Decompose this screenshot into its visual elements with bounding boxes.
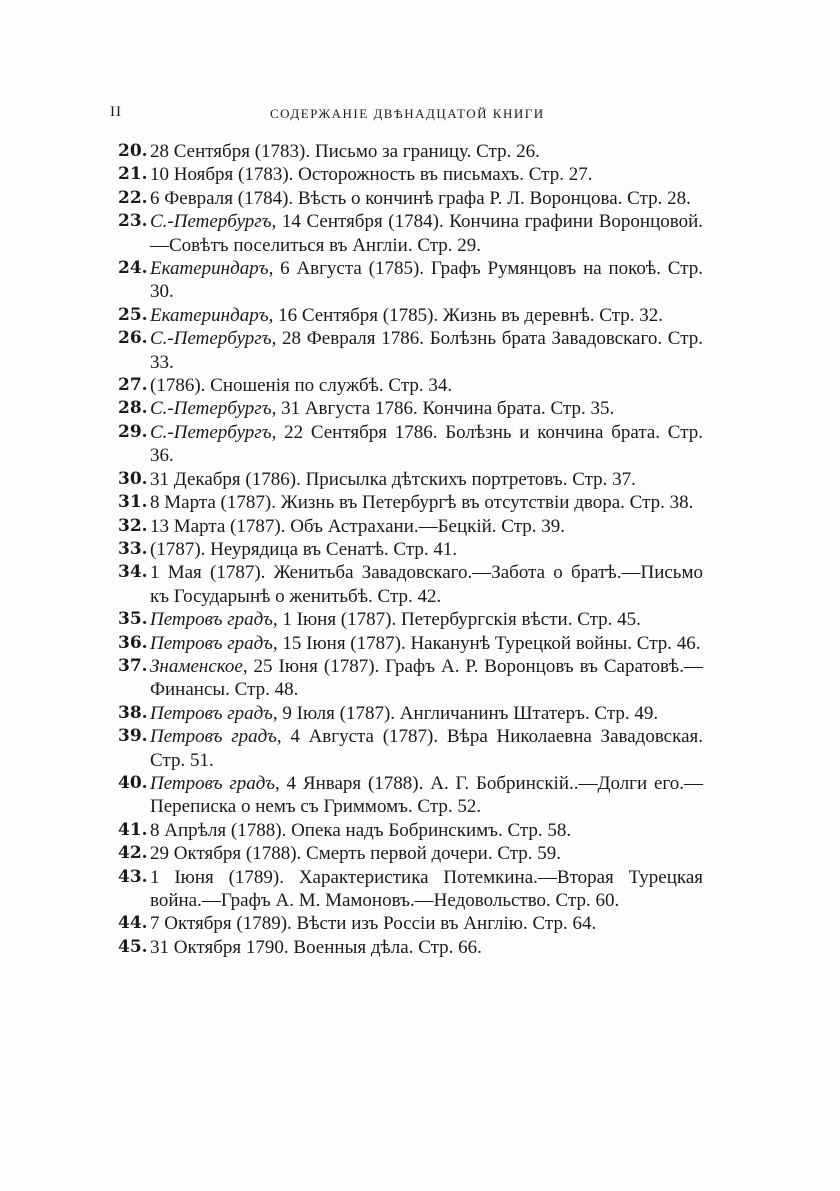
entry-place: Петровъ градъ xyxy=(150,609,273,631)
entry-number: 27. xyxy=(118,375,148,396)
entry-place: Петровъ градъ xyxy=(150,772,275,794)
entry-place: Екатериндаръ xyxy=(150,258,269,280)
toc-entry xyxy=(118,397,703,420)
toc-entry xyxy=(118,538,703,561)
entry-description: , 6 Августа (1785). Графъ Румянцовъ на покоѣ. Стр. 30. xyxy=(150,258,703,303)
entry-description: 1 Іюня (1789). Характеристика Потемкина.—Вторая Турецкая война.—Графъ А. М. Мамоновъ.—Недовольство. Стр. 60. xyxy=(150,866,703,911)
entry-number: 38. xyxy=(118,702,148,723)
entry-description: , 14 Сентября (1784). Кончина графини Воронцовой.—Совѣтъ поселиться въ Англіи. Стр. 29. xyxy=(150,211,703,256)
entry-description: (1787). Неурядица въ Сенатѣ. Стр. 41. xyxy=(150,538,458,560)
entry-number: 22. xyxy=(118,187,148,208)
entry-number: 24. xyxy=(118,258,148,279)
toc-entry xyxy=(118,374,703,397)
entry-number: 30. xyxy=(118,468,148,489)
entry-place: С.-Петербургъ xyxy=(150,211,272,233)
toc-entry xyxy=(118,468,703,491)
entry-description: 10 Ноября (1783). Осторожность въ письмахъ. Стр. 27. xyxy=(150,164,593,186)
entry-place: Петровъ градъ xyxy=(150,632,273,654)
toc-entry xyxy=(118,819,703,842)
toc-entry xyxy=(118,257,703,304)
toc-entry xyxy=(118,163,703,186)
toc-entry xyxy=(118,515,703,538)
entry-number: 31. xyxy=(118,492,148,513)
entry-number: 39. xyxy=(118,726,148,747)
toc-entry xyxy=(118,772,703,819)
entry-number: 25. xyxy=(118,304,148,325)
entry-number: 20. xyxy=(118,141,148,161)
entry-description: , 28 Февраля 1786. Болѣзнь брата Завадовскаго. Стр. 33. xyxy=(150,328,703,373)
entry-description: 1 Мая (1787). Женитьба Завадовскаго.—Забота о братѣ.—Письмо къ Государынѣ о женитьбѣ. Стр. 42. xyxy=(150,562,703,607)
entry-description: , 22 Сентября 1786. Болѣзнь и кончина брата. Стр. 36. xyxy=(150,421,703,467)
toc-entry xyxy=(118,304,703,327)
entry-number: 26. xyxy=(118,328,148,349)
toc-entry xyxy=(118,608,703,631)
entry-number: 42. xyxy=(118,843,148,864)
table-of-contents xyxy=(118,140,703,959)
entry-description: 6 Февраля (1784). Вѣсть о кончинѣ графа Р. Л. Воронцова. Стр. 28. xyxy=(150,187,691,209)
entry-number: 32. xyxy=(118,515,148,536)
entry-description: , 15 Іюня (1787). Наканунѣ Турецкой войны. Стр. 46. xyxy=(272,632,701,654)
page-header xyxy=(110,104,710,128)
running-title: СОДЕРЖАНІЕ ДВѢНАДЦАТОЙ КНИГИ xyxy=(270,106,545,121)
entry-description: 8 Марта (1787). Жизнь въ Петербургѣ въ отсутствіи двора. Стр. 38. xyxy=(150,492,694,514)
toc-entry xyxy=(118,725,703,772)
entry-description: 7 Октября (1789). Вѣсти изъ Россіи въ Англію. Стр. 64. xyxy=(150,913,597,935)
toc-entry xyxy=(118,210,703,257)
toc-entry xyxy=(118,327,703,374)
entry-number: 37. xyxy=(118,655,148,676)
entry-place: Знаменское xyxy=(150,655,243,677)
entry-description: , 31 Августа 1786. Кончина брата. Стр. 35. xyxy=(271,398,615,420)
entry-number: 41. xyxy=(118,819,148,840)
entry-description: , 4 Августа (1787). Вѣра Николаевна Завадовская. Стр. 51. xyxy=(150,726,703,771)
entry-description: , 4 Января (1788). А. Г. Бобринскій..—Долги его.—Переписка о немъ съ Гриммомъ. Стр. 52. xyxy=(150,772,703,818)
entry-number: 23. xyxy=(118,211,148,232)
entry-place: С.-Петербургъ xyxy=(150,328,272,350)
toc-entry xyxy=(118,936,703,959)
entry-place: Петровъ градъ xyxy=(150,702,273,724)
toc-entry xyxy=(118,912,703,935)
entry-description: , 9 Іюля (1787). Англичанинъ Штатеръ. Стр. 49. xyxy=(272,702,659,724)
entry-number: 45. xyxy=(118,936,148,957)
entry-description: 28 Сентября (1783). Письмо за границу. Стр. 26. xyxy=(150,141,540,162)
entry-number: 35. xyxy=(118,609,148,630)
entry-number: 21. xyxy=(118,164,148,185)
entry-number: 33. xyxy=(118,538,148,559)
entry-place: Екатериндаръ xyxy=(150,304,269,326)
toc-entry xyxy=(118,491,703,514)
toc-entry xyxy=(118,655,703,702)
toc-entry xyxy=(118,140,703,163)
entry-number: 29. xyxy=(118,421,148,442)
entry-description: , 25 Іюня (1787). Графъ А. Р. Воронцовъ въ Саратовѣ.—Финансы. Стр. 48. xyxy=(150,655,703,701)
entry-description: 13 Марта (1787). Объ Астрахани.—Бецкій. Стр. 39. xyxy=(150,515,566,537)
entry-description: 8 Апрѣля (1788). Опека надъ Бобринскимъ. Стр. 58. xyxy=(150,819,572,841)
entry-description: (1786). Сношенія по службѣ. Стр. 34. xyxy=(150,375,453,397)
entry-number: 44. xyxy=(118,913,148,934)
entry-description: , 1 Іюня (1787). Петербургскія вѣсти. Стр. 45. xyxy=(272,609,641,631)
toc-entry xyxy=(118,187,703,210)
entry-description: , 16 Сентября (1785). Жизнь въ деревнѣ. Стр. 32. xyxy=(268,304,663,326)
entry-number: 34. xyxy=(118,562,148,583)
entry-place: С.-Петербургъ xyxy=(150,421,272,443)
entry-description: 31 Октября 1790. Военныя дѣла. Стр. 66. xyxy=(150,936,482,958)
entry-number: 40. xyxy=(118,772,148,793)
toc-entry xyxy=(118,842,703,865)
entry-number: 43. xyxy=(118,866,148,887)
toc-entry xyxy=(118,866,703,913)
page-number: II xyxy=(110,104,122,120)
toc-entry xyxy=(118,561,703,608)
entry-description: 29 Октября (1788). Смерть первой дочери. Стр. 59. xyxy=(150,843,562,865)
entry-number: 28. xyxy=(118,398,148,419)
toc-entry xyxy=(118,421,703,468)
entry-place: С.-Петербургъ xyxy=(150,398,272,420)
toc-entry xyxy=(118,632,703,655)
toc-entry xyxy=(118,702,703,725)
entry-place: Петровъ градъ xyxy=(150,726,277,748)
entry-description: 31 Декабря (1786). Присылка дѣтскихъ портретовъ. Стр. 37. xyxy=(150,468,636,490)
entry-number: 36. xyxy=(118,632,148,653)
